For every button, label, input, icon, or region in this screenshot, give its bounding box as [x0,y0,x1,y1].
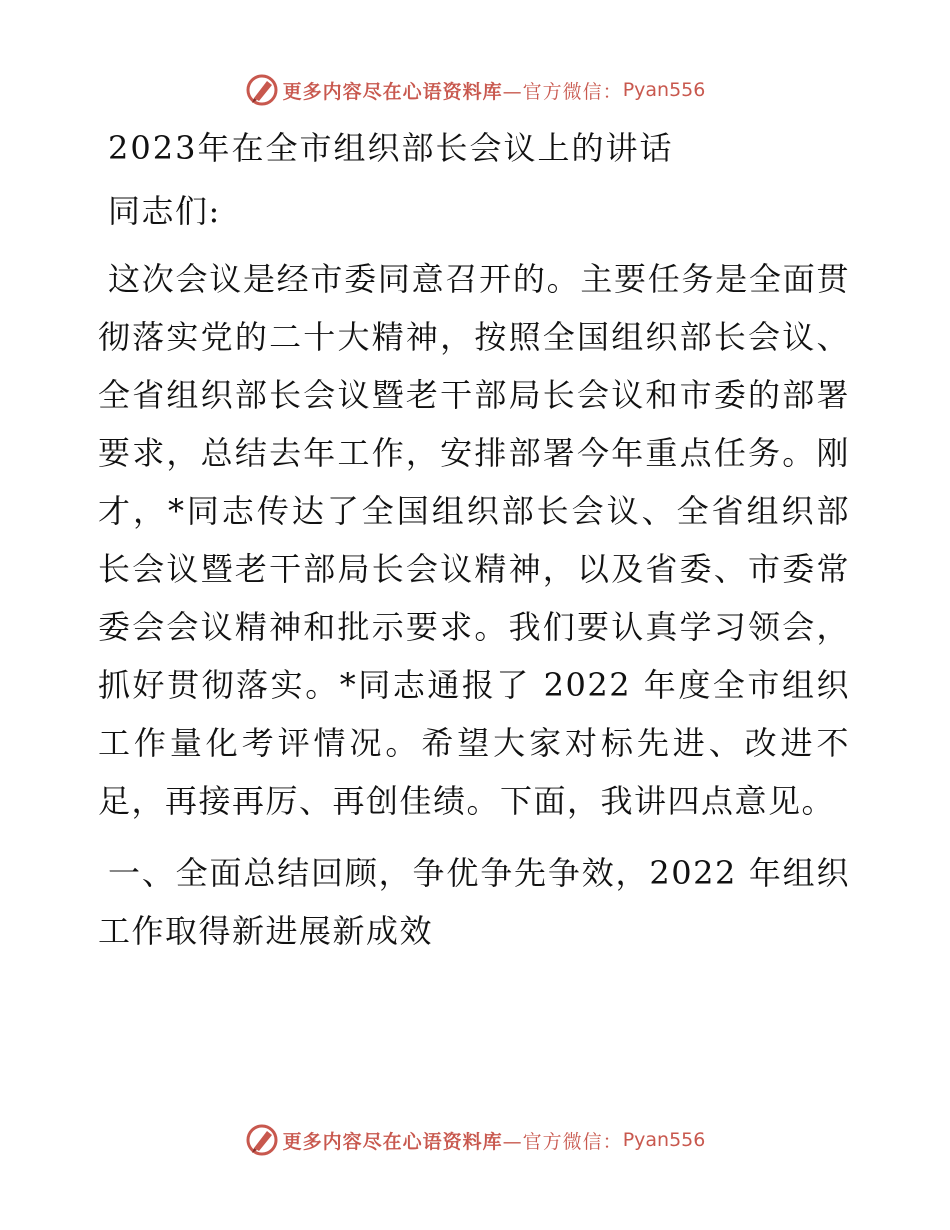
paragraph-1: 这次会议是经市委同意召开的。主要任务是全面贯彻落实党的二十大精神，按照全国组织部长会议、全省组织部长会议暨老干部局长会议和市委的部署要求，总结去年工作，安排部署今年重点任务。刚才，*同志传达了全国组织部长会议、全省组织部长会议暨老干部局长会议精神，以及省委、市委常委会会议精神和批示要求。我们要认真学习领会，抓好贯彻落实。*同志通报了 2022 年度全市组织工作量化考评情况。希望大家对标先进、改进不足，再接再厉、再创佳绩。下面，我讲四点意见。 [98,260,850,820]
document-body [98,120,850,960]
header-watermark [0,70,950,110]
watermark-brand: 更多内容尽在心语资料库 [282,80,503,103]
watermark-separator: —官方微信： [502,80,623,103]
pen-logo-icon [245,73,279,107]
pen-logo-icon [245,1123,279,1157]
watermark-account: Pyan556 [622,1129,706,1151]
watermark-separator: —官方微信： [502,1130,623,1153]
greeting: 同志们: [108,192,221,230]
document-title: 2023年在全市组织部长会议上的讲话 [108,129,674,167]
footer-watermark [0,1120,950,1160]
watermark-brand: 更多内容尽在心语资料库 [282,1130,503,1153]
section-1-heading: 一、全面总结回顾，争优争先争效，2022 年组织工作取得新进展新成效 [98,854,850,950]
watermark-account: Pyan556 [622,79,706,101]
